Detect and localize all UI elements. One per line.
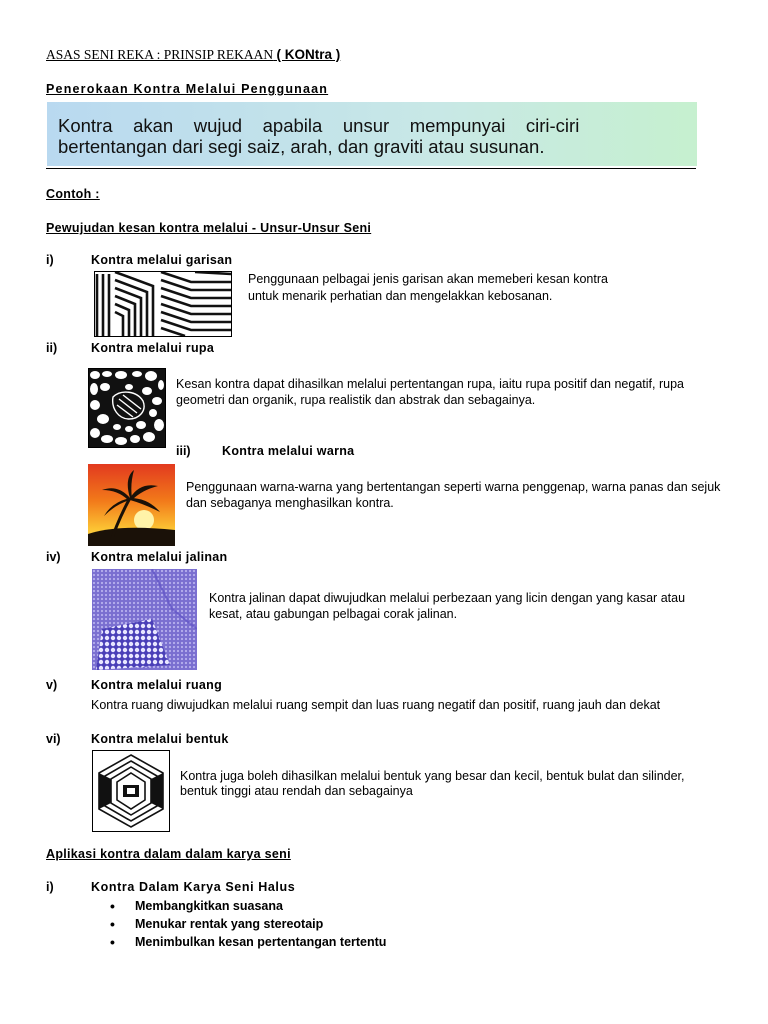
subtitle: Penerokaan Kontra Melalui Penggunaan [46,82,329,96]
item-desc-line-2: kesat, atau gabungan pelbagai corak jalinan. [209,607,458,621]
sunset-palm-image [88,464,175,546]
item-desc-line-2: bentuk tinggi atau rendah dan sebagainya [180,784,413,798]
item-number-4: iv) [46,550,61,564]
item-number-3: iii) [176,444,191,458]
item-desc-line-2: untuk menarik perhatian dan mengelakkan kebosanan. [248,289,553,303]
item-title-form: Kontra melalui bentuk [91,732,229,746]
item-desc-line-1: Kontra jalinan dapat diwujudkan melalui perbezaan yang licin dengan yang kasar atau [209,591,686,605]
item-desc-line-1: Kontra juga boleh dihasilkan melalui bentuk yang besar dan kecil, bentuk bulat dan silinder, [180,769,685,783]
list-item: • Menimbulkan kesan pertentangan tertentu [110,933,386,951]
item-number-6: vi) [46,732,61,746]
horizontal-rule [46,168,696,169]
title-suffix: ( KONtra ) [276,47,341,62]
item-desc-line-2: dan sebaganya menghasilkan kontra. [186,496,394,510]
item-title-line: Kontra melalui garisan [91,253,233,267]
application-bullet-list [110,897,386,951]
list-item: • Membangkitkan suasana [110,897,386,915]
item-number-2: ii) [46,341,58,355]
line-pattern-image [94,271,232,337]
title-prefix: ASAS SENI REKA : PRINSIP REKAAN [46,47,274,62]
document-title [46,47,340,63]
item-desc-line-1: Penggunaan pelbagai jenis garisan akan memeberi kesan kontra [248,272,608,286]
application-item-number: i) [46,880,54,894]
item-desc-line-1: Penggunaan warna-warna yang bertentangan seperti warna penggenap, warna panas dan sejuk [186,480,721,494]
item-title-texture: Kontra melalui jalinan [91,550,228,564]
item-title-shape: Kontra melalui rupa [91,341,215,355]
item-number-5: v) [46,678,58,692]
item-desc-line-1: Kontra ruang diwujudkan melalui ruang sempit dan luas ruang negatif dan positif, ruang jauh dan dekat [91,698,661,712]
item-number-1: i) [46,253,54,267]
example-heading: Contoh : [46,187,100,201]
application-item-title: Kontra Dalam Karya Seni Halus [91,880,296,894]
texture-pattern-image [92,569,197,670]
definition-banner [47,102,697,166]
item-title-space: Kontra melalui ruang [91,678,223,692]
section-heading-application: Aplikasi kontra dalam dalam karya seni [46,847,291,861]
banner-line-1: Kontra akan wujud apabila unsur mempunyai ciri-ciri [58,115,580,136]
banner-line-2: bertentangan dari segi saiz, arah, dan graviti atau susunan. [58,136,545,157]
shape-pattern-image [88,368,166,448]
section-heading-elements: Pewujudan kesan kontra melalui - Unsur-Unsur Seni [46,221,372,235]
item-desc-line-2: geometri dan organik, rupa realistik dan abstrak dan sebagainya. [176,393,536,407]
item-desc-line-1: Kesan kontra dapat dihasilkan melalui pertentangan rupa, iaitu rupa positif dan negatif, rupa [176,377,684,391]
list-item: • Menukar rentak yang stereotaip [110,915,386,933]
item-title-color: Kontra melalui warna [222,444,355,458]
form-pattern-image [92,750,170,832]
